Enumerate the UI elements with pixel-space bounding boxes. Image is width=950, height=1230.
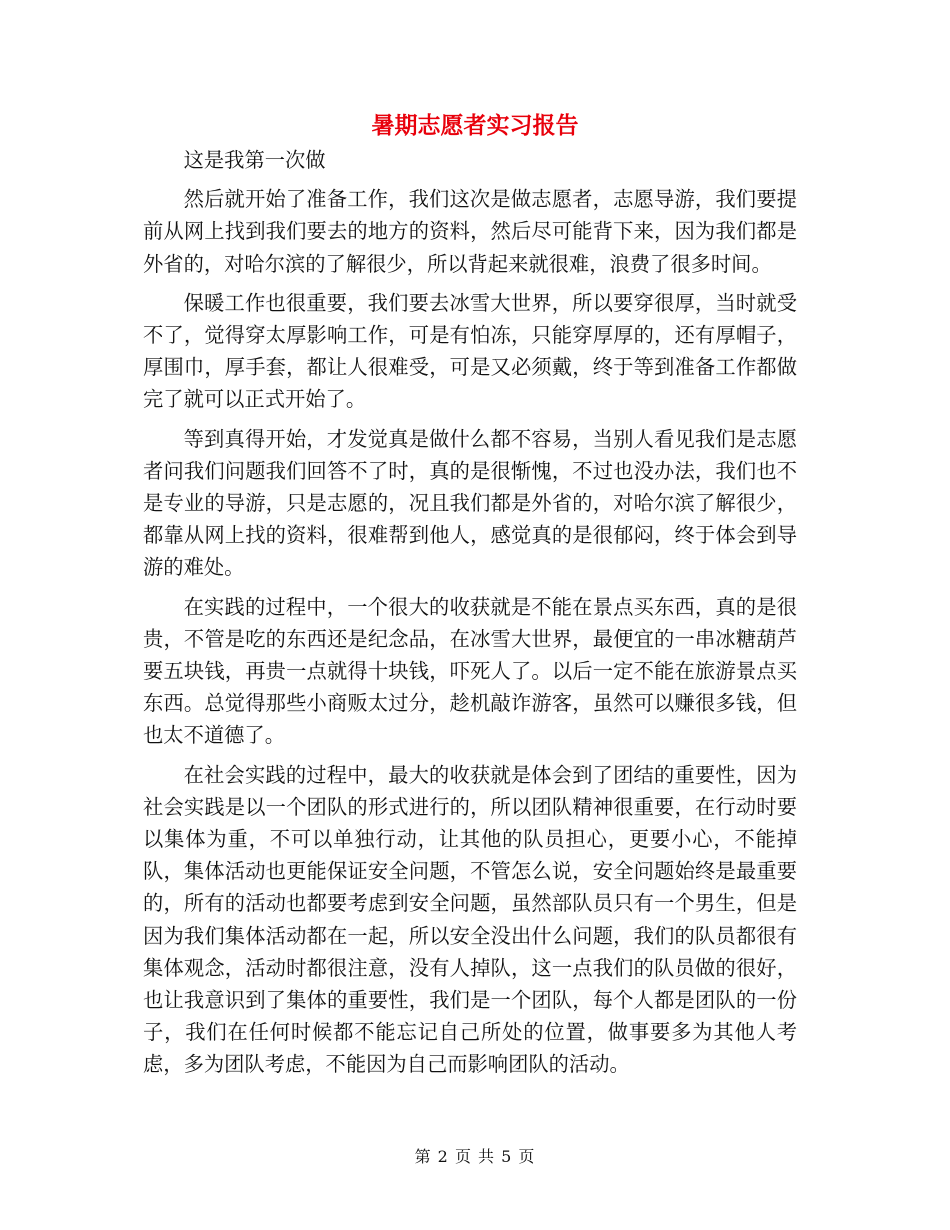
paragraph-1: 这是我第一次做	[183, 148, 326, 172]
paragraph-6: 在社会实践的过程中，最大的收获就是体会到了团结的重要性，因为社会实践是以一个团队的形式进行的，所以团队精神很重要，在行动时要以集体为重，不可以单独行动，让其他的队员担心，更要小心，不能掉队，集体活动也更能保证安全问题，不管怎么说，安全问题始终是最重要的，所有的活动也都要考虑到安全问题，虽然部队员只有一个男生，但是因为我们集体活动都在一起，所以安全没出什么问题，我们的队员都很有集体观念，活动时都很注意，没有人掉队，这一点我们的队员做的很好，也让我意识到了集体的重要性，我们是一个团队，每个人都是团队的一份子，我们在任何时候都不能忘记自己所处的位置，做事要多为其他人考虑，多为团队考虑，不能因为自己而影响团队的活动。	[143, 762, 797, 1077]
document-title: 暑期志愿者实习报告	[371, 112, 579, 139]
paragraph-4: 等到真得开始，才发觉真是做什么都不容易，当别人看见我们是志愿者问我们问题我们回答不了时，真的是很惭愧，不过也没办法，我们也不是专业的导游，只是志愿的，况且我们都是外省的，对哈尔滨了解很少，都靠从网上找的资料，很难帮到他人，感觉真的是很郁闷，终于体会到导游的难处。	[143, 426, 797, 580]
paragraph-5: 在实践的过程中，一个很大的收获就是不能在景点买东西，真的是很贵，不管是吃的东西还是纪念品，在冰雪大世界，最便宜的一串冰糖葫芦要五块钱，再贵一点就得十块钱，吓死人了。以后一定不能在旅游景点买东西。总觉得那些小商贩太过分，趁机敲诈游客，虽然可以赚很多钱，但也太不道德了。	[143, 594, 797, 748]
paragraph-2: 然后就开始了准备工作，我们这次是做志愿者，志愿导游，我们要提前从网上找到我们要去的地方的资料，然后尽可能背下来，因为我们都是外省的，对哈尔滨的了解很少，所以背起来就很难，浪费了很多时间。	[143, 187, 797, 276]
document-body	[143, 144, 797, 1088]
paragraph-3: 保暖工作也很重要，我们要去冰雪大世界，所以要穿很厚，当时就受不了，觉得穿太厚影响工作，可是有怕冻，只能穿厚厚的，还有厚帽子，厚围巾，厚手套，都让人很难受，可是又必须戴，终于等到准备工作都做完了就可以正式开始了。	[143, 290, 797, 412]
page-number-footer: 第 2 页 共 5 页	[414, 1147, 536, 1166]
